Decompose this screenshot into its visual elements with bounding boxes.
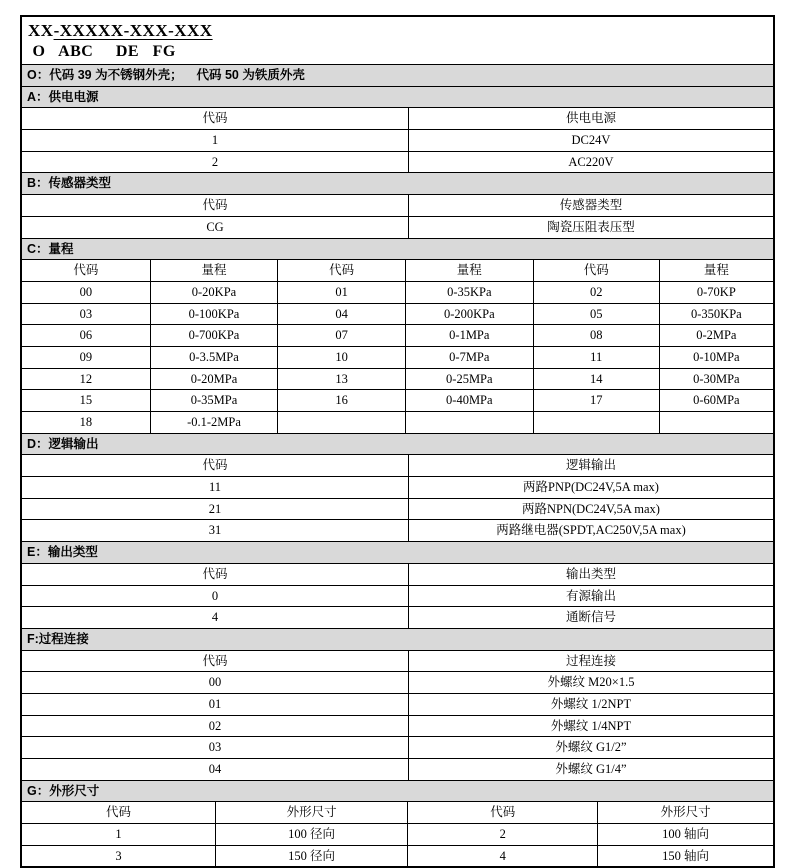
cell-dimension: 100 轴向	[597, 824, 773, 845]
table-row	[22, 303, 773, 325]
cell-code: 02	[533, 282, 659, 303]
table-row	[22, 585, 773, 607]
cell-code: 04	[208, 762, 222, 776]
cell-range: 0-25MPa	[405, 369, 533, 390]
column-header-row-f	[22, 650, 773, 672]
section-heading-c: C：量程	[22, 238, 773, 260]
table-row	[22, 498, 773, 520]
cell-dimension: 150 径向	[215, 846, 407, 867]
col-header-range: 量程	[150, 260, 278, 281]
cell-value: 外螺纹 G1/2”	[408, 737, 773, 758]
col-header-code: 代码	[202, 111, 228, 126]
cell-value: AC220V	[408, 152, 773, 173]
column-header-row-g	[22, 801, 773, 823]
column-header-row-e	[22, 563, 773, 585]
section-heading-a: A：供电电源	[22, 86, 773, 108]
cell-code: 00	[208, 675, 222, 690]
col-header-range: 量程	[659, 260, 773, 281]
model-code-prefix: XX	[28, 21, 54, 40]
cell-dimension: 150 轴向	[597, 846, 773, 867]
table-row	[22, 693, 773, 715]
cell-value: 通断信号	[408, 607, 773, 628]
cell-code: 06	[79, 328, 93, 343]
table-row	[22, 606, 773, 628]
col-header-power-supply: 供电电源	[408, 108, 773, 129]
cell-range: 0-350KPa	[659, 304, 773, 325]
cell-code: CG	[206, 219, 224, 234]
cell-range: 0-70KP	[659, 282, 773, 303]
table-row	[22, 671, 773, 693]
col-header-code: 代码	[105, 805, 131, 820]
cell-code: 16	[277, 390, 405, 411]
cell-code: 11	[208, 480, 222, 495]
section-heading-e: E：输出类型	[22, 541, 773, 563]
cell-value: 外螺纹 M20×1.5	[408, 672, 773, 693]
cell-code: 2	[211, 154, 219, 169]
section-heading-f: F:过程连接	[22, 628, 773, 650]
cell-range: -0.1-2MPa	[150, 412, 278, 433]
section-heading-d: D：逻辑输出	[22, 433, 773, 455]
table-row	[22, 151, 773, 173]
col-header-code: 代码	[407, 802, 597, 823]
table-row	[22, 324, 773, 346]
cell-code: 10	[277, 347, 405, 368]
cell-value: 外螺纹 1/2NPT	[408, 694, 773, 715]
table-row	[22, 281, 773, 303]
col-header-output-type: 输出类型	[408, 564, 773, 585]
cell-range: 0-100KPa	[150, 304, 278, 325]
col-header-sensor-type: 传感器类型	[408, 195, 773, 216]
cell-range: 0-30MPa	[659, 369, 773, 390]
cell-range: 0-10MPa	[659, 347, 773, 368]
cell-code: 07	[277, 325, 405, 346]
table-row	[22, 389, 773, 411]
col-header-code: 代码	[202, 653, 228, 668]
cell-value: 陶瓷压阻表压型	[408, 217, 773, 238]
cell-range: 0-60MPa	[659, 390, 773, 411]
cell-code: 03	[208, 740, 222, 755]
ordering-code-table	[20, 15, 775, 868]
cell-code: 03	[79, 306, 93, 321]
col-header-range: 量程	[405, 260, 533, 281]
cell-range: 0-20KPa	[150, 282, 278, 303]
col-header-code: 代码	[202, 198, 228, 213]
column-header-row-d	[22, 454, 773, 476]
cell-empty	[659, 412, 773, 433]
cell-code: 15	[79, 393, 93, 408]
col-header-code: 代码	[202, 458, 228, 473]
col-header-dimension: 外形尺寸	[215, 802, 407, 823]
table-row	[22, 823, 773, 845]
cell-range: 0-35MPa	[150, 390, 278, 411]
model-code	[28, 20, 773, 41]
cell-value: 两路PNP(DC24V,5A max)	[408, 477, 773, 498]
model-code-underlined: -XXXXX-XXX-XXX	[53, 21, 213, 40]
cell-code: 04	[277, 304, 405, 325]
cell-range: 0-35KPa	[405, 282, 533, 303]
table-row	[22, 216, 773, 238]
col-header-code: 代码	[277, 260, 405, 281]
cell-value: 两路继电器(SPDT,AC250V,5A max)	[408, 520, 773, 541]
cell-range: 0-2MPa	[659, 325, 773, 346]
cell-code: 02	[208, 718, 222, 733]
cell-code: 13	[277, 369, 405, 390]
table-row	[22, 346, 773, 368]
table-row	[22, 368, 773, 390]
cell-code: 09	[79, 349, 93, 364]
cell-range: 0-1MPa	[405, 325, 533, 346]
table-row	[22, 129, 773, 151]
table-row	[22, 845, 773, 867]
cell-value: 外螺纹 G1/4”	[408, 759, 773, 780]
section-heading-g: G：外形尺寸	[22, 780, 773, 802]
col-header-code: 代码	[73, 263, 99, 278]
cell-dimension: 100 径向	[215, 824, 407, 845]
column-header-row-c	[22, 259, 773, 281]
section-heading-b: B：传感器类型	[22, 172, 773, 194]
cell-empty	[533, 412, 659, 433]
cell-range: 0-200KPa	[405, 304, 533, 325]
cell-code: 00	[79, 284, 93, 299]
cell-code: 3	[115, 848, 122, 863]
cell-code: 4	[211, 610, 219, 625]
cell-code: 4	[407, 846, 597, 867]
section-heading-o: O：代码 39 为不锈钢外壳； 代码 50 为铁质外壳	[22, 64, 773, 86]
cell-range: 0-40MPa	[405, 390, 533, 411]
table-row	[22, 758, 773, 780]
col-header-dimension: 外形尺寸	[597, 802, 773, 823]
cell-code: 31	[208, 523, 222, 538]
table-row	[22, 476, 773, 498]
col-header-code: 代码	[202, 566, 228, 581]
cell-empty	[405, 412, 533, 433]
col-header-code: 代码	[533, 260, 659, 281]
cell-code: 14	[533, 369, 659, 390]
cell-empty	[277, 412, 405, 433]
title-cell	[22, 17, 773, 64]
table-row	[22, 736, 773, 758]
cell-code: 2	[407, 824, 597, 845]
cell-code: 11	[533, 347, 659, 368]
cell-range: 0-700KPa	[150, 325, 278, 346]
cell-code: 01	[277, 282, 405, 303]
table-row	[22, 411, 773, 433]
cell-value: 外螺纹 1/4NPT	[408, 716, 773, 737]
cell-code: 1	[115, 827, 122, 842]
cell-code: 21	[208, 501, 222, 516]
cell-code: 01	[208, 696, 222, 711]
col-header-logic-output: 逻辑输出	[408, 455, 773, 476]
table-row	[22, 715, 773, 737]
cell-code: 12	[79, 371, 93, 386]
cell-value: 有源输出	[408, 586, 773, 607]
cell-range: 0-20MPa	[150, 369, 278, 390]
column-header-row-b	[22, 194, 773, 216]
table-row	[22, 519, 773, 541]
cell-code: 17	[533, 390, 659, 411]
col-header-process-connection: 过程连接	[408, 651, 773, 672]
cell-code: 08	[533, 325, 659, 346]
cell-code: 18	[79, 415, 93, 429]
cell-value: 两路NPN(DC24V,5A max)	[408, 499, 773, 520]
column-header-row-a	[22, 107, 773, 129]
cell-range: 0-3.5MPa	[150, 347, 278, 368]
position-labels: O ABC DE FG	[28, 43, 176, 60]
cell-range: 0-7MPa	[405, 347, 533, 368]
cell-value: DC24V	[408, 130, 773, 151]
cell-code: 0	[211, 588, 219, 603]
cell-code: 05	[533, 304, 659, 325]
cell-code: 1	[211, 133, 219, 148]
